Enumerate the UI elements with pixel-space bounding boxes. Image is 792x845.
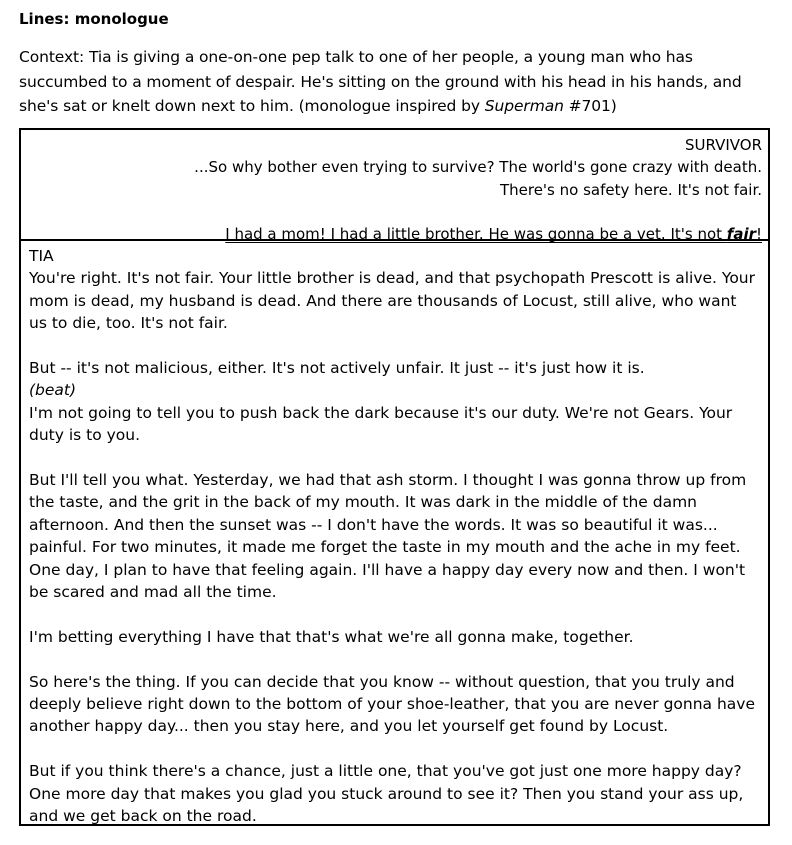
script-table [19,128,770,826]
tia-paragraph-2: But -- it's not malicious, either. It's not actively unfair. It just -- it's just how it is. [29,359,645,378]
survivor-line-3-text: I had a mom! I had a little brother. He was gonna be a vet. It's not [225,225,727,244]
tia-paragraph-6: I'm betting everything I have that that's what we're all gonna make, together. [29,627,634,646]
document-heading: Lines: monologue [19,10,169,28]
context-text: Context: Tia is giving a one-on-one pep talk to one of her people, a young man who has succumbed to a moment of despair. He's sitting on the ground with his head in his hands, and she's sat or knelt down next to him. (monologue inspired by [19,48,742,115]
tia-speaker: TIA [29,247,54,265]
survivor-speaker: SURVIVOR [684,136,762,154]
survivor-emphasis: fair [726,225,756,244]
tia-paragraph-8: But if you think there's a chance, just a little one, that you've got just one more happy day? One more day that makes you glad you stuck around to see it? Then you stand your ass up, and we get back on the road. [29,762,744,826]
tia-paragraph-4: But I'll tell you what. Yesterday, we had that ash storm. I thought I was gonna throw up from the taste, and the grit in the back of my mouth. It was dark in the middle of the damn afternoon. And then the sunset was -- I don't have the words. It was so beautiful it was... painful. For two minutes, it made me forget the taste in my mouth and the ache in my feet. [29,471,747,557]
context-title-italic: Superman [484,97,564,115]
context-paragraph [19,45,764,119]
survivor-line-3-end: ! [755,225,762,244]
survivor-line-2: There's no safety here. It's not fair. [499,180,762,199]
tia-paragraph-1: You're right. It's not fair. Your little brother is dead, and that psychopath Prescott is alive. Your mom is dead, my husband is dead. And there are thousands of Locust, still alive, who want us to die, too. It's not fair. [29,269,756,333]
tia-beat: (beat) [29,381,77,400]
survivor-line-1: ...So why bother even trying to survive? The world's gone crazy with death. [194,158,762,177]
context-text-end: #701) [563,97,617,115]
tia-cell [21,241,768,827]
tia-paragraph-5: One day, I plan to have that feeling again. I'll have a happy day every now and then. I won't be scared and mad all the time. [29,560,746,602]
tia-paragraph-7: So here's the thing. If you can decide that you know -- without question, that you truly and deeply believe right down to the bottom of your shoe-leather, that you are never gonna have another happy day... then you stay here, and you let yourself get found by Locust. [29,672,756,736]
survivor-cell [21,130,768,244]
tia-paragraph-3: I'm not going to tell you to push back the dark because it's our duty. We're not Gears. Your duty is to you. [29,403,733,445]
